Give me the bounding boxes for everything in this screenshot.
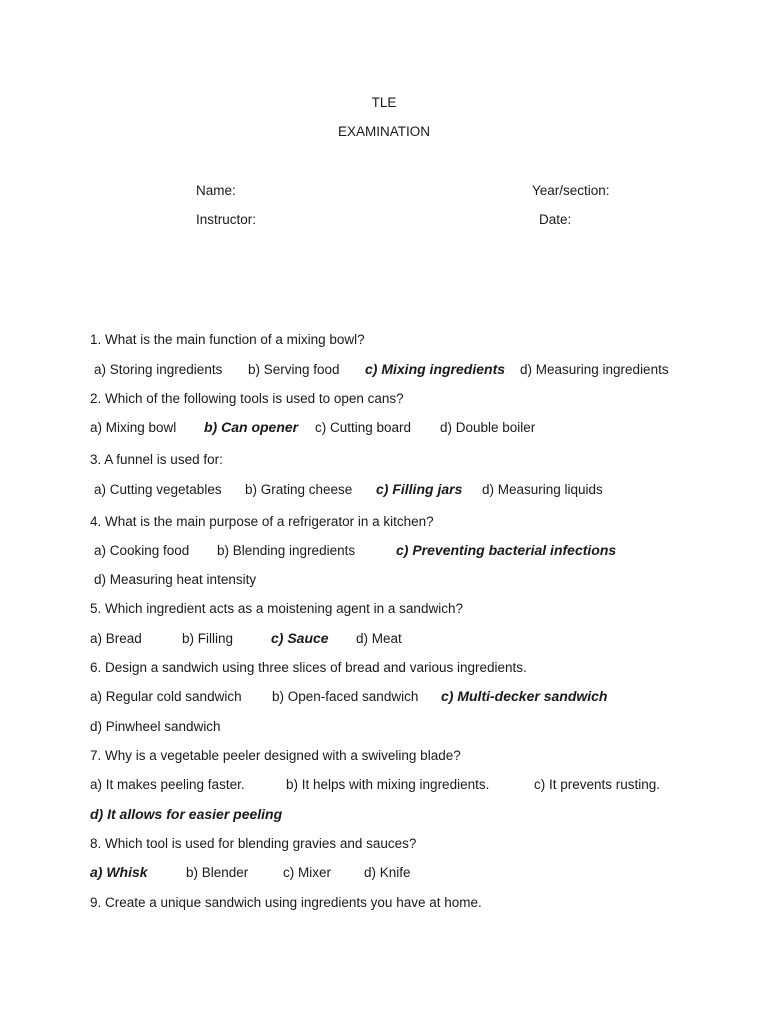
q8-option-c: c) Mixer xyxy=(283,865,331,880)
q8-option-b: b) Blender xyxy=(186,865,249,880)
question-1: 1. What is the main function of a mixing bowl? xyxy=(90,332,365,347)
q3-option-d: d) Measuring liquids xyxy=(482,482,603,497)
question-4: 4. What is the main purpose of a refrigerator in a kitchen? xyxy=(90,514,434,529)
q5-option-a: a) Bread xyxy=(90,631,142,646)
date-label: Date: xyxy=(539,212,572,227)
q2-option-a: a) Mixing bowl xyxy=(90,420,177,435)
q5-option-b: b) Filling xyxy=(182,631,234,646)
question-2: 2. Which of the following tools is used to open cans? xyxy=(90,391,404,406)
q5-option-d: d) Meat xyxy=(356,631,402,646)
q1-option-a: a) Storing ingredients xyxy=(94,362,223,377)
q7-option-a: a) It makes peeling faster. xyxy=(90,777,245,792)
question-9: 9. Create a unique sandwich using ingredients you have at home. xyxy=(90,895,482,910)
q1-option-d: d) Measuring ingredients xyxy=(520,362,669,377)
question-6: 6. Design a sandwich using three slices of bread and various ingredients. xyxy=(90,660,527,675)
q6-option-c-answer: c) Multi-decker sandwich xyxy=(441,688,608,704)
q3-option-c-answer: c) Filling jars xyxy=(376,481,463,497)
q4-option-d: d) Measuring heat intensity xyxy=(94,572,257,587)
exam-title: TLE xyxy=(371,95,397,110)
q3-option-a: a) Cutting vegetables xyxy=(94,482,222,497)
q8-option-a-answer: a) Whisk xyxy=(90,864,148,880)
q6-option-d: d) Pinwheel sandwich xyxy=(90,719,221,734)
q8-option-d: d) Knife xyxy=(364,865,411,880)
question-7: 7. Why is a vegetable peeler designed with a swiveling blade? xyxy=(90,748,461,763)
q2-option-b-answer: b) Can opener xyxy=(204,419,299,435)
q5-option-c-answer: c) Sauce xyxy=(271,630,329,646)
question-8: 8. Which tool is used for blending gravies and sauces? xyxy=(90,836,417,851)
q2-option-c: c) Cutting board xyxy=(315,420,412,435)
question-5: 5. Which ingredient acts as a moistening agent in a sandwich? xyxy=(90,601,463,616)
q4-option-b: b) Blending ingredients xyxy=(217,543,356,558)
q6-option-a: a) Regular cold sandwich xyxy=(90,689,242,704)
q4-option-a: a) Cooking food xyxy=(94,543,190,558)
question-3: 3. A funnel is used for: xyxy=(90,452,223,467)
q3-option-b: b) Grating cheese xyxy=(245,482,353,497)
q1-option-b: b) Serving food xyxy=(248,362,340,377)
instructor-label: Instructor: xyxy=(196,212,257,227)
name-label: Name: xyxy=(196,183,236,198)
year-section-label: Year/section: xyxy=(532,183,610,198)
exam-subtitle: EXAMINATION xyxy=(337,124,430,139)
q2-option-d: d) Double boiler xyxy=(440,420,536,435)
q4-option-c-answer: c) Preventing bacterial infections xyxy=(396,542,617,558)
q1-option-c-answer: c) Mixing ingredients xyxy=(365,361,506,377)
q6-option-b: b) Open-faced sandwich xyxy=(272,689,419,704)
q7-option-c: c) It prevents rusting. xyxy=(534,777,661,792)
q7-option-b: b) It helps with mixing ingredients. xyxy=(286,777,490,792)
q7-option-d-answer: d) It allows for easier peeling xyxy=(90,806,283,822)
